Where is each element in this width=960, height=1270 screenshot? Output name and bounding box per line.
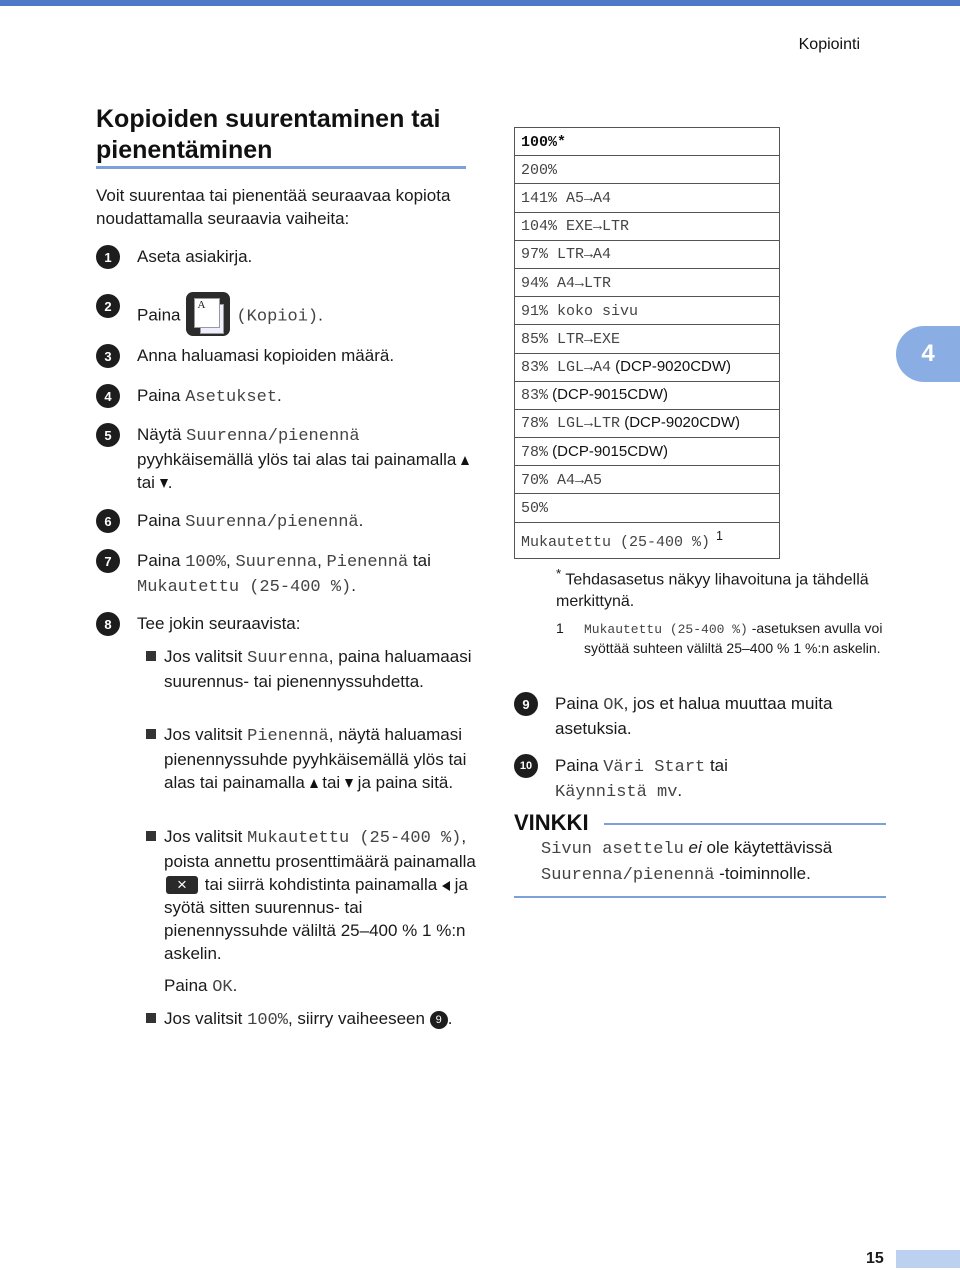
step-2 xyxy=(96,294,476,338)
step-number: 7 xyxy=(96,549,120,573)
page-number: 15 xyxy=(866,1250,884,1267)
chapter-tab xyxy=(896,326,960,382)
footnote-1-mark: 1 xyxy=(556,620,564,636)
chapter-tab-number: 4 xyxy=(921,340,935,367)
step-1 xyxy=(96,245,476,268)
step-10 xyxy=(514,754,884,804)
backspace-icon xyxy=(166,876,198,894)
top-rule xyxy=(0,0,960,6)
step-number: 2 xyxy=(96,294,120,318)
footnote-1: Mukautettu (25-400 %) -asetuksen avulla voi syöttää suhteen väliltä 25–400 % 1 %:n askelin. xyxy=(584,620,883,656)
ratio-row: 78% (DCP-9015CDW) xyxy=(515,438,780,466)
step-number: 10 xyxy=(514,754,538,778)
step-number: 5 xyxy=(96,423,120,447)
ratio-row: 200% xyxy=(515,156,780,184)
step-text: Paina 100%, Suurenna, Pienennä tai Mukautettu (25-400 %). xyxy=(137,551,431,597)
step-text: Anna haluamasi kopioiden määrä. xyxy=(137,346,395,365)
step-text: Paina Väri Start tai Käynnistä mv. xyxy=(555,756,728,802)
ratio-row: 141% A5→A4 xyxy=(515,184,780,212)
arrow-up-icon xyxy=(310,779,318,788)
ratio-row: 85% LTR→EXE xyxy=(515,325,780,353)
ratio-row: 91% koko sivu xyxy=(515,297,780,325)
ratio-row: 83% LGL→A4 (DCP-9020CDW) xyxy=(515,353,780,381)
list-item-continuation: Paina OK. xyxy=(164,976,238,997)
list-item: Jos valitsit 100%, siirry vaiheeseen 9 . xyxy=(146,1007,476,1032)
ratio-row: 94% A4→LTR xyxy=(515,268,780,296)
step-text: Aseta asiakirja. xyxy=(137,247,253,266)
arrow-down-icon xyxy=(345,779,353,788)
list-item: Jos valitsit Pienennä, näytä haluamasi pienennyssuhde pyyhkäisemällä ylös tai alas tai painamalla tai ja paina sitä. xyxy=(146,723,476,794)
step-7 xyxy=(96,549,476,599)
step-number: 6 xyxy=(96,509,120,533)
step-9 xyxy=(514,692,884,740)
step-8 xyxy=(96,612,476,635)
ratio-row: 70% A4→A5 xyxy=(515,466,780,494)
step-number: 4 xyxy=(96,384,120,408)
list-item: Jos valitsit Mukautettu (25-400 %), poista annettu prosenttimäärä painamalla × tai siirrä kohdistinta painamalla ja syötä sitten suurennus- tai pienennyssuhde väliltä 25–400 % 1 %:n askelin. xyxy=(146,825,476,965)
step-text: Paina Asetukset. xyxy=(137,386,282,407)
step-4 xyxy=(96,384,476,409)
step-text: Paina OK, jos et halua muuttaa muita asetuksia. xyxy=(555,694,833,738)
step-number: 3 xyxy=(96,344,120,368)
bullet-square-icon xyxy=(146,831,156,841)
ratio-row: Mukautettu (25-400 %) $^1$ xyxy=(515,522,780,558)
step-number: 1 xyxy=(96,245,120,269)
step-text: Paina Suurenna/pienennä. xyxy=(137,511,364,532)
step-text: Näytä Suurenna/pienennä pyyhkäisemällä ylös tai alas tai painamalla tai . xyxy=(137,423,476,494)
intro-text: Voit suurentaa tai pienentää seuraavaa kopiota noudattamalla seuraavia vaiheita: xyxy=(96,186,451,228)
note-title: VINKKI xyxy=(514,810,589,835)
step-number: 9 xyxy=(514,692,538,716)
note-rule xyxy=(604,823,886,825)
step-text: Tee jokin seuraavista: xyxy=(137,614,301,633)
ratio-row: 97% LTR→A4 xyxy=(515,240,780,268)
bullet-square-icon xyxy=(146,1013,156,1023)
title-rule xyxy=(96,166,466,169)
ratio-row: 78% LGL→LTR (DCP-9020CDW) xyxy=(515,409,780,437)
ratio-table xyxy=(514,127,780,559)
ratio-row: 83% (DCP-9015CDW) xyxy=(515,381,780,409)
ratio-row: 100%* xyxy=(515,128,780,156)
bullet-square-icon xyxy=(146,729,156,739)
step-6 xyxy=(96,509,476,534)
ratio-row: 104% EXE→LTR xyxy=(515,212,780,240)
list-item: Jos valitsit Suurenna, paina haluamaasi suurennus- tai pienennyssuhdetta. xyxy=(146,645,476,693)
arrow-down-icon xyxy=(160,479,168,488)
step-3 xyxy=(96,344,476,367)
step-reference-badge: 9 xyxy=(430,1011,448,1029)
note-bottom-rule xyxy=(514,896,886,898)
footnote-star: * Tehdasasetus näkyy lihavoituna ja tähdellä merkittynä. xyxy=(556,566,869,611)
copy-icon: A xyxy=(186,292,230,336)
chapter-title: Kopiointi xyxy=(798,36,860,53)
bullet-square-icon xyxy=(146,651,156,661)
ratio-row: 50% xyxy=(515,494,780,522)
arrow-left-icon xyxy=(442,881,450,891)
step-number: 8 xyxy=(96,612,120,636)
page-number-bar xyxy=(896,1250,960,1268)
arrow-up-icon xyxy=(461,456,469,465)
step-5 xyxy=(96,423,476,494)
section-title: Kopioiden suurentaminen tai pienentäminen xyxy=(96,105,441,164)
step-text: Paina A (Kopioi). xyxy=(137,294,476,338)
note-body: Sivun asettelu ei ole käytettävissä Suurenna/pienennä -toiminnolle. xyxy=(541,838,833,885)
